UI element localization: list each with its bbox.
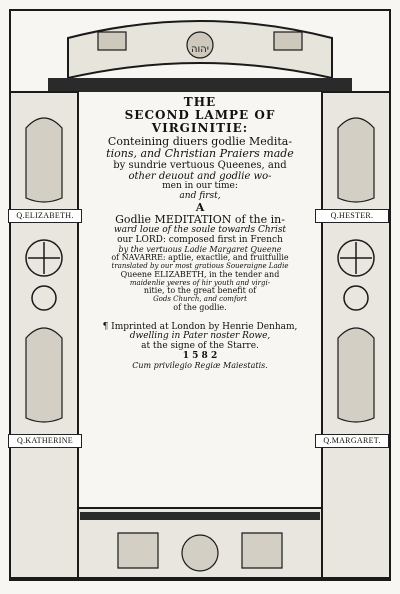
label-elizabeth — [8, 209, 82, 223]
title-line-12: ward loue of the soule towards Christ — [113, 224, 287, 235]
title-line-7: other deuout and godlie wo- — [128, 170, 272, 182]
label-katherine — [8, 434, 82, 448]
label-hester-text: Q.HESTER. — [330, 211, 374, 220]
label-margaret — [315, 434, 389, 448]
title-line-13: our LORD: composed first in French — [117, 234, 283, 245]
title-line-10: A — [195, 200, 205, 214]
title-line-2: SECOND LAMPE OF — [124, 108, 276, 123]
title-line-18: maidenlie yeeres of hir youth and virgi- — [129, 278, 271, 287]
title-line-1: THE — [183, 95, 217, 109]
title-line-15: of NAVARRE: aptlie, exactlie, and fruitfullie — [111, 253, 289, 263]
title-line-19: nitie, to the great benefit of — [143, 286, 257, 296]
imprint-line-2: dwelling in Pater noster Rowe, — [129, 331, 271, 342]
title-line-8: men in our time: — [162, 180, 238, 191]
title-line-6: by sundrie vertuous Queenes, and — [113, 159, 287, 171]
imprint-year: 1 5 8 2 — [182, 351, 218, 362]
label-katherine-text: Q.KATHERINE — [17, 436, 73, 445]
title-line-14: by the vertuous Ladie Margaret Queene — [118, 244, 282, 254]
hebrew-divine-name: יהוה — [190, 44, 210, 55]
imprint-privilege: Cum privilegio Regiæ Maiestatis. — [132, 361, 268, 371]
title-line-17: Queene ELIZABETH, in the tender and — [120, 269, 280, 279]
title-line-9: and first, — [179, 190, 221, 201]
title-line-20: Gods Church, and comfort — [153, 295, 247, 304]
title-line-4: Conteining diuers godlie Medita- — [107, 134, 293, 148]
title-line-21: of the godlie. — [173, 302, 227, 312]
title-line-5: tions, and Christian Praiers made — [106, 146, 294, 160]
imprint-line-1: ¶ Imprinted at London by Henrie Denham, — [102, 321, 298, 332]
title-line-16: translated by our most gratious Soueraigne Ladie — [111, 262, 289, 271]
title-line-3: VIRGINITIE: — [151, 121, 249, 136]
imprint-line-3: at the signe of the Starre. — [141, 341, 259, 352]
label-elizabeth-text: Q.ELIZABETH. — [16, 211, 74, 220]
label-hester — [315, 209, 389, 223]
title-line-11: Godlie MEDITATION of the in- — [115, 212, 285, 226]
title-block — [75, 96, 325, 371]
label-margaret-text: Q.MARGARET. — [323, 436, 381, 445]
